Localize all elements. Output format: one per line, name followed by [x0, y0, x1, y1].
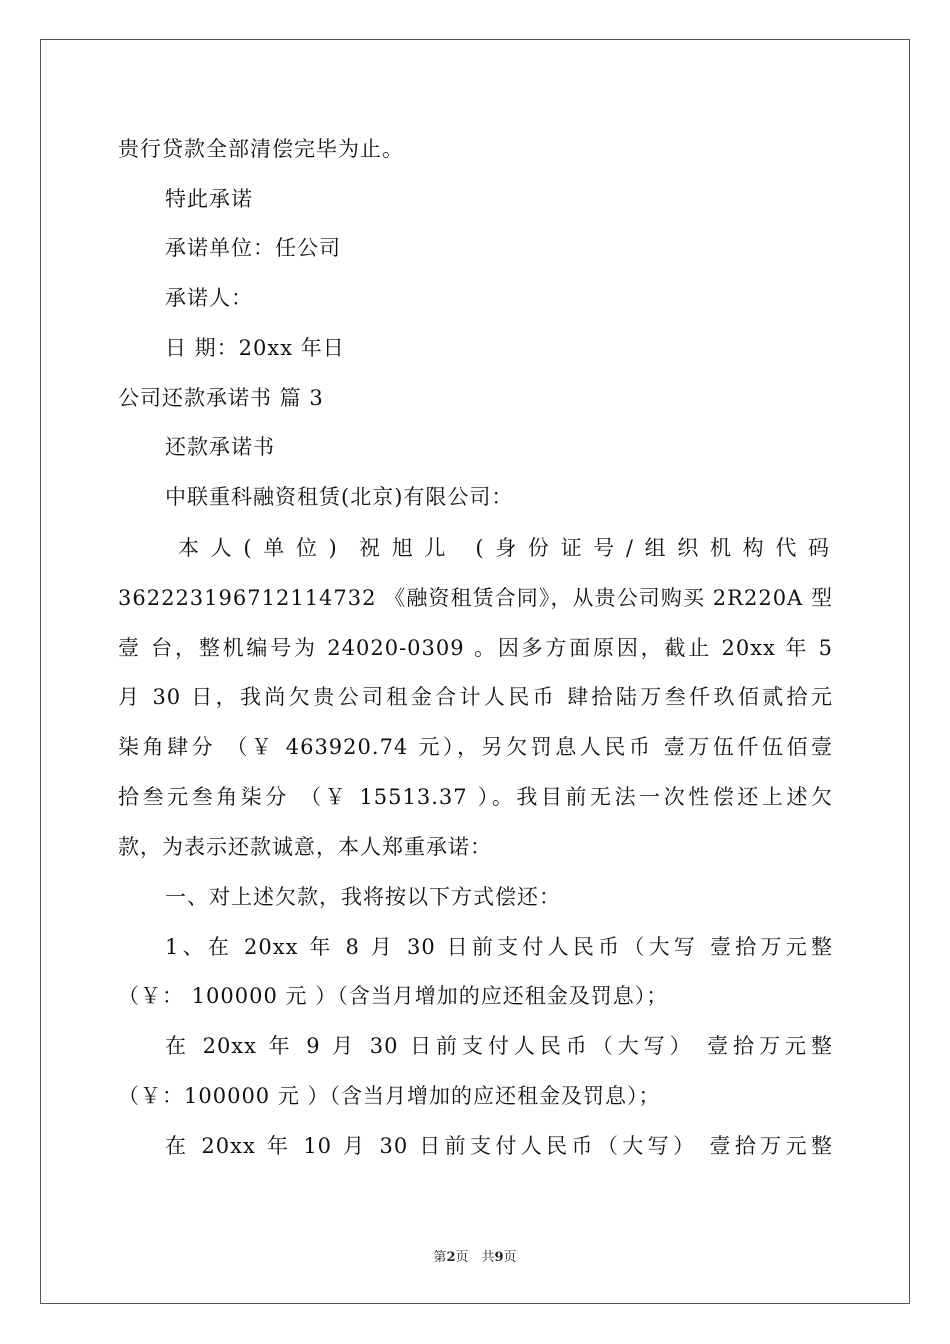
text-line-5: 日 期：20xx 年日 — [165, 336, 345, 360]
text-line-2: 特此承诺 — [165, 187, 253, 211]
text-line-17: 1、在 20xx 年 8 月 30 日前支付人民币（大写 壹拾万元整 — [165, 935, 833, 959]
page-border — [40, 39, 910, 1304]
section-heading: 公司还款承诺书 篇 3 — [118, 386, 324, 410]
text-line-9: 本人(单位) 祝旭儿 (身份证号/组织机构代码 — [178, 536, 833, 560]
text-line-10: 362223196712114732 《融资租赁合同》，从贵公司购买 2R220A 型 — [118, 586, 833, 610]
footer-prefix: 第 — [433, 1250, 447, 1265]
text-line-20: （￥：100000 元 ）（含当月增加的应还租金及罚息）； — [118, 1084, 661, 1108]
text-line-18: （￥： 100000 元 ）（含当月增加的应还租金及罚息）； — [118, 984, 669, 1008]
letter-title: 还款承诺书 — [165, 435, 275, 459]
text-line-12: 月 30 日，我尚欠贵公司租金合计人民币 肆拾陆万叁仟玖佰贰拾元 — [118, 685, 833, 709]
recipient-line: 中联重科融资租赁(北京)有限公司： — [165, 485, 514, 509]
text-line-13: 柒角肆分 （￥ 463920.74 元），另欠罚息人民币 壹万伍仟伍佰壹 — [118, 735, 833, 759]
text-line-16: 一、对上述欠款，我将按以下方式偿还： — [165, 885, 561, 909]
text-line-11: 壹 台，整机编号为 24020-0309 。因多方面原因，截止 20xx 年 5 — [118, 636, 833, 660]
text-line-19: 在 20xx 年 9 月 30 日前支付人民币（大写） 壹拾万元整 — [165, 1034, 833, 1058]
text-line-21: 在 20xx 年 10 月 30 日前支付人民币（大写） 壹拾万元整 — [165, 1134, 833, 1158]
text-line-15: 款，为表示还款诚意，本人郑重承诺： — [118, 835, 492, 859]
text-line-14: 拾叁元叁角柒分 （￥ 15513.37 ）。我目前无法一次性偿还上述欠 — [118, 785, 833, 809]
footer-mid: 页 共 — [455, 1250, 495, 1265]
text-line-4: 承诺人： — [165, 286, 253, 310]
page-footer — [0, 1246, 950, 1265]
text-line-1: 贵行贷款全部清偿完毕为止。 — [118, 137, 404, 161]
footer-page-number: 2 — [446, 1250, 456, 1265]
footer-page-total: 9 — [494, 1250, 504, 1265]
text-line-3: 承诺单位：任公司 — [165, 236, 341, 260]
footer-suffix: 页 — [503, 1250, 517, 1265]
